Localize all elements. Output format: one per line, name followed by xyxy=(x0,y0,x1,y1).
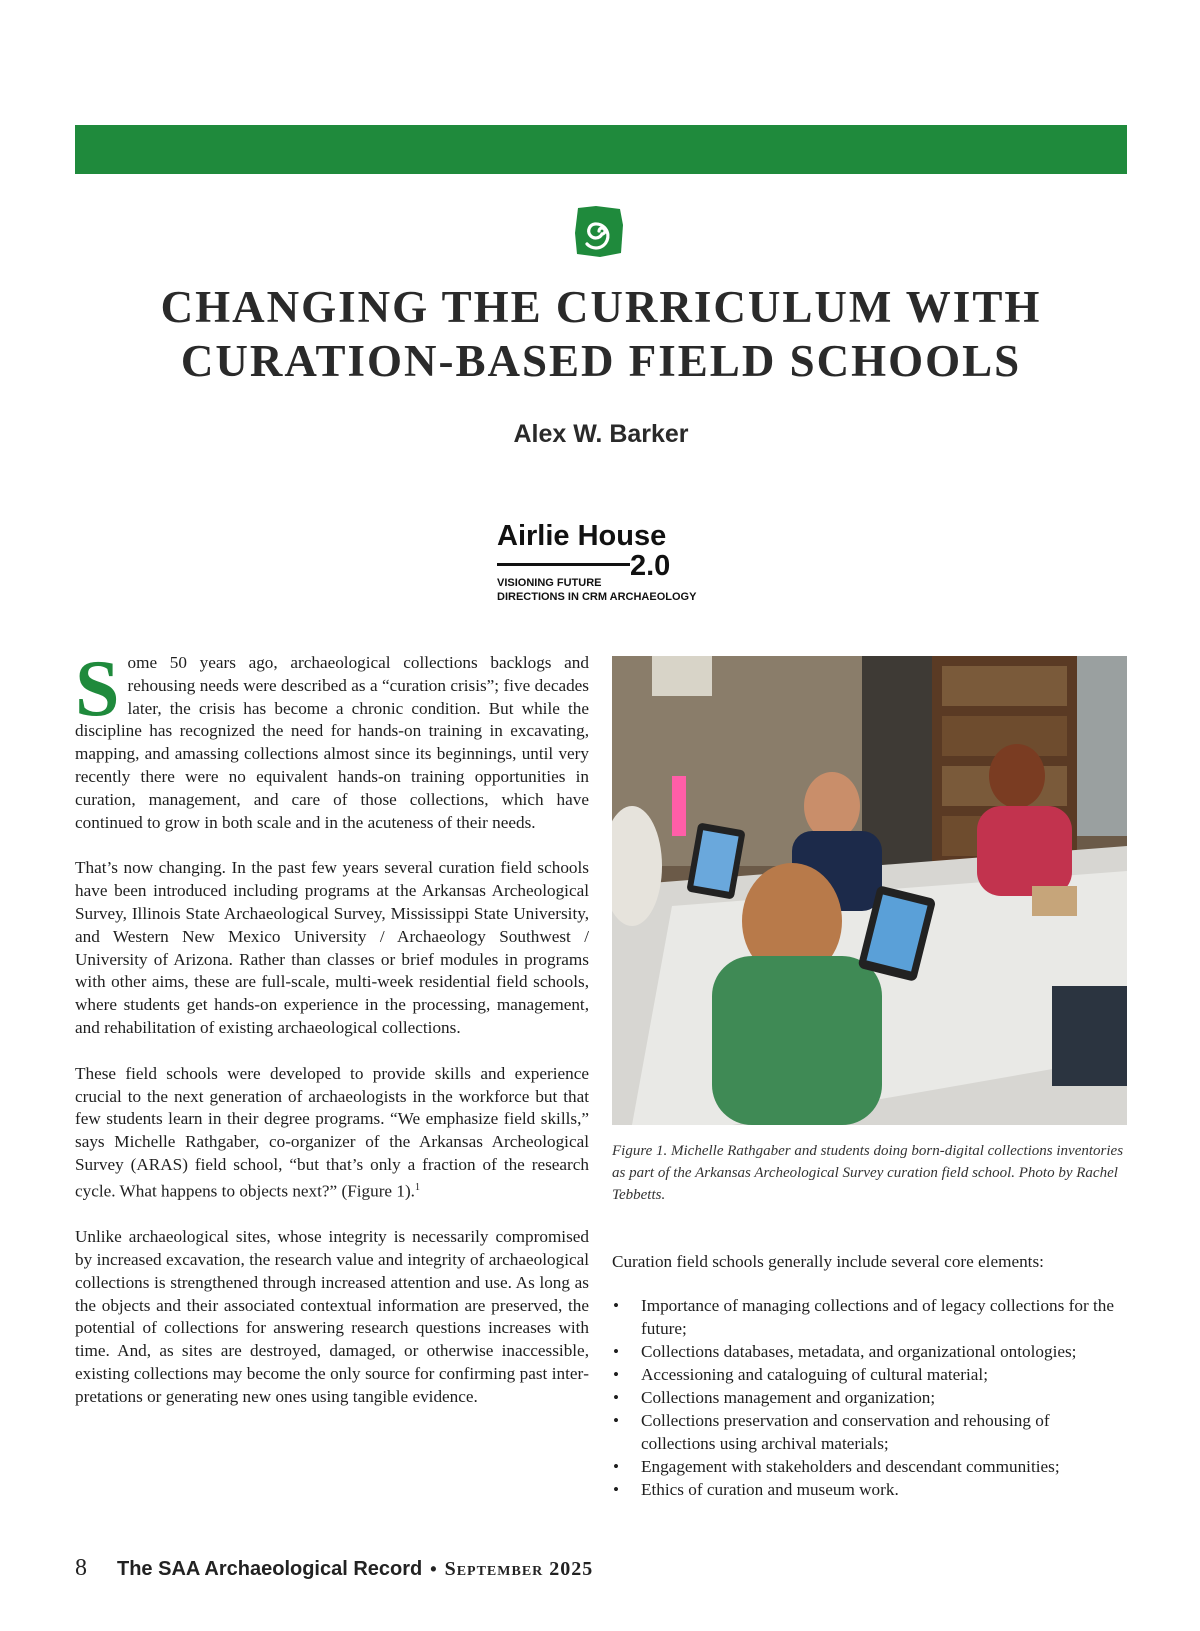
paragraph-4: Unlike archaeological sites, whose integrity is necessarily compromised by increased excavation, the research value and integrity of archaeological collections is strengthened through increased attention and use. As long as the objects and their associated contextual information are preserved, the potential of collections for answering research questions increases with time. And, as sites are destroyed, damaged, or otherwise inaccessible, existing collections may become the only source for confirming past interpretations or generating new ones using tangible evidence. xyxy=(75,1227,589,1406)
page-footer xyxy=(75,1555,593,1585)
list-item-text: Accessioning and cataloguing of cultural material; xyxy=(641,1365,988,1384)
list-item-text: Engagement with stakeholders and descendant communities; xyxy=(641,1457,1060,1476)
footer-separator: • xyxy=(430,1559,437,1579)
figure-1-caption: Figure 1. Michelle Rathgaber and students doing born-digital collections inventories as part of the Arkansas Archeological Survey curation field school. Photo by Rachel Tebbetts. xyxy=(612,1143,1124,1203)
page-number: 8 xyxy=(75,1555,87,1581)
drop-cap: S xyxy=(75,645,120,733)
airlie-subtitle-2: DIRECTIONS IN CRM ARCHAEOLOGY xyxy=(497,591,697,603)
left-column xyxy=(75,645,589,1432)
list-intro: Curation field schools generally include several core elements: xyxy=(612,1252,1044,1271)
paragraph-1 xyxy=(75,645,589,834)
airlie-title: Airlie House xyxy=(497,520,667,552)
list-item-text: Ethics of curation and museum work. xyxy=(641,1480,899,1499)
bullet-icon: • xyxy=(613,1365,620,1384)
title-line-2: CURATION-BASED FIELD SCHOOLS xyxy=(180,336,1022,386)
core-elements-list xyxy=(612,1294,1127,1501)
bullet-icon: • xyxy=(613,1480,620,1499)
bullet-icon: • xyxy=(613,1342,620,1361)
airlie-house-logo xyxy=(497,520,727,603)
article-title xyxy=(75,280,1127,388)
airlie-rule xyxy=(497,563,630,566)
airlie-subtitle-1: VISIONING FUTURE xyxy=(497,577,602,589)
list-item-text: Collections databases, metadata, and organizational ontologies; xyxy=(641,1342,1077,1361)
title-line-1: CHANGING THE CURRICULUM WITH xyxy=(160,282,1042,332)
list-item xyxy=(612,1455,1127,1478)
publication-name: The SAA Archaeological Record xyxy=(117,1558,423,1580)
bullet-icon: • xyxy=(613,1457,620,1476)
paragraph-2: That’s now changing. In the past few years several curation field schools have been introduced including programs at the Arkansas Archeological Survey, Illinois State Archaeological Survey, Mississippi State University, and Western New Mexico University / Archaeology Southwest / University of Arizona. Rather than classes or brief modules in programs with other aims, these are full-scale, multi-week residential field schools, where students get hands-on experience in the processing, management, and rehabilitation of existing archaeological collections. xyxy=(75,858,589,1037)
bullet-icon: • xyxy=(613,1388,620,1407)
bullet-icon: • xyxy=(613,1411,620,1430)
list-item xyxy=(612,1340,1127,1363)
list-item xyxy=(612,1363,1127,1386)
issue-date: September 2025 xyxy=(444,1558,594,1580)
bullet-icon: • xyxy=(613,1296,620,1315)
paragraph-3 xyxy=(75,1063,589,1204)
author-name: Alex W. Barker xyxy=(513,420,689,448)
footnote-marker: 1 xyxy=(414,1181,420,1193)
paragraph-1-text: ome 50 years ago, archaeological collections backlogs and rehousing needs were described as a “curation crisis”; five decades later, the crisis has become a chronic condition. But while the discipline has recognized the need for hands-on training in excavating, mapping, and amassing collections almost since its beginnings, until very recently there were no equivalent hands-on training opportunities in curation, management, and care of those collections, which have continued to grow in both scale and in the acuteness of their needs. xyxy=(75,653,589,832)
airlie-subtitle xyxy=(497,576,696,604)
header-green-bar xyxy=(75,125,1127,174)
spiral-icon xyxy=(574,205,624,258)
list-item xyxy=(612,1386,1127,1409)
list-item xyxy=(612,1478,1127,1501)
airlie-version: 2.0 xyxy=(630,550,671,582)
list-item xyxy=(612,1409,1127,1455)
list-item-text: Collections preservation and conservation and rehousing of collections using archival materials; xyxy=(641,1411,1050,1453)
list-item xyxy=(612,1294,1127,1340)
list-item-text: Importance of managing collections and of legacy collections for the future; xyxy=(641,1296,1114,1338)
figure-1-photo xyxy=(612,656,1127,1125)
list-item-text: Collections management and organization; xyxy=(641,1388,936,1407)
paragraph-3-text: These field schools were developed to provide skills and experience crucial to the next generation of archaeologists in the workforce but that few students learn in their degree programs. “We emphasize field skills,” says Michelle Rathgaber, co-organizer of the Arkansas Archeological Survey (ARAS) field school, “but that’s only a fraction of the research cycle. What happens to objects next?” (Figure 1). xyxy=(75,1063,589,1201)
